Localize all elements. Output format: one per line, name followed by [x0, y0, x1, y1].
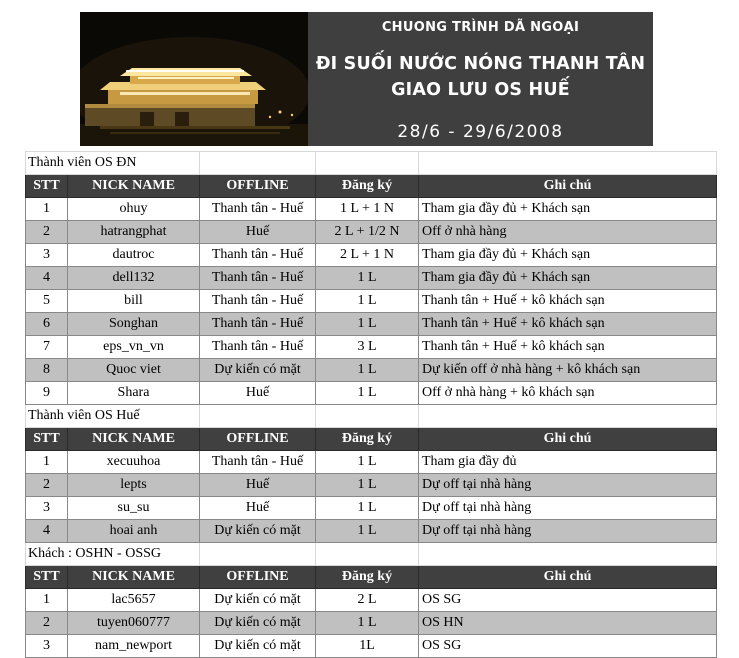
nickname-cell: hatrangphat — [68, 221, 200, 244]
register-cell: 2 L + 1/2 N — [316, 221, 419, 244]
nickname-cell: hoai anh — [68, 520, 200, 543]
table-row — [26, 359, 717, 382]
register-cell: 1 L — [316, 520, 419, 543]
empty-cell — [316, 405, 419, 428]
table-row — [26, 290, 717, 313]
column-header-offline: OFFLINE — [200, 428, 316, 451]
table-row — [26, 497, 717, 520]
nickname-cell: xecuuhoa — [68, 451, 200, 474]
register-cell: 1 L — [316, 451, 419, 474]
note-cell: Tham gia đầy đủ + Khách sạn — [419, 198, 717, 221]
section-title: Khách : OSHN - OSSG — [26, 543, 200, 566]
column-header-note: Ghi chú — [419, 175, 717, 198]
section-title-row — [26, 543, 717, 566]
section-title: Thành viên OS Huế — [26, 405, 200, 428]
column-header-note: Ghi chú — [419, 428, 717, 451]
table-row — [26, 451, 717, 474]
offline-cell: Thanh tân - Huế — [200, 198, 316, 221]
column-header-stt: STT — [26, 566, 68, 589]
stt-cell: 7 — [26, 336, 68, 359]
empty-cell — [419, 405, 717, 428]
column-header-nick: NICK NAME — [68, 566, 200, 589]
stt-cell: 3 — [26, 244, 68, 267]
empty-cell — [419, 152, 717, 175]
note-cell: Tham gia đầy đủ + Khách sạn — [419, 244, 717, 267]
table-row — [26, 612, 717, 635]
column-header-register: Đăng ký — [316, 566, 419, 589]
stt-cell: 2 — [26, 474, 68, 497]
table-row — [26, 221, 717, 244]
nickname-cell: su_su — [68, 497, 200, 520]
banner-text-panel — [308, 12, 653, 146]
empty-cell — [419, 543, 717, 566]
registration-table — [25, 151, 717, 658]
event-banner — [80, 12, 653, 146]
offline-cell: Thanh tân - Huế — [200, 244, 316, 267]
column-header-stt: STT — [26, 175, 68, 198]
empty-cell — [200, 405, 316, 428]
table-row — [26, 520, 717, 543]
column-header-row — [26, 566, 717, 589]
stt-cell: 9 — [26, 382, 68, 405]
nickname-cell: dell132 — [68, 267, 200, 290]
register-cell: 1 L — [316, 267, 419, 290]
note-cell: Thanh tân + Huế + kô khách sạn — [419, 336, 717, 359]
nickname-cell: tuyen060777 — [68, 612, 200, 635]
nickname-cell: Quoc viet — [68, 359, 200, 382]
nickname-cell: lepts — [68, 474, 200, 497]
empty-cell — [316, 543, 419, 566]
stt-cell: 4 — [26, 267, 68, 290]
table-row — [26, 198, 717, 221]
offline-cell: Huế — [200, 497, 316, 520]
stt-cell: 1 — [26, 589, 68, 612]
offline-cell: Thanh tân - Huế — [200, 313, 316, 336]
empty-cell — [316, 152, 419, 175]
column-header-offline: OFFLINE — [200, 566, 316, 589]
register-cell: 1 L — [316, 612, 419, 635]
offline-cell: Dự kiến có mặt — [200, 359, 316, 382]
stt-cell: 5 — [26, 290, 68, 313]
note-cell: Tham gia đầy đủ + Khách sạn — [419, 267, 717, 290]
banner-subtitle: CHUONG TRÌNH DÃ NGOẠI — [381, 20, 580, 35]
section-title: Thành viên OS ĐN — [26, 152, 200, 175]
register-cell: 1 L + 1 N — [316, 198, 419, 221]
column-header-note: Ghi chú — [419, 566, 717, 589]
note-cell: OS HN — [419, 612, 717, 635]
nickname-cell: nam_newport — [68, 635, 200, 658]
register-cell: 1 L — [316, 497, 419, 520]
note-cell: OS SG — [419, 635, 717, 658]
column-header-nick: NICK NAME — [68, 175, 200, 198]
banner-title-line1: ĐI SUỐI NƯỚC NÓNG THANH TÂN — [315, 54, 646, 74]
offline-cell: Dự kiến có mặt — [200, 635, 316, 658]
banner-dates: 28/6 - 29/6/2008 — [397, 122, 564, 142]
offline-cell: Thanh tân - Huế — [200, 336, 316, 359]
column-header-register: Đăng ký — [316, 175, 419, 198]
note-cell: Off ở nhà hàng — [419, 221, 717, 244]
table-row — [26, 267, 717, 290]
note-cell: Thanh tân + Huế + kô khách sạn — [419, 313, 717, 336]
table-row — [26, 244, 717, 267]
night-citadel-photo — [80, 12, 308, 146]
offline-cell: Huế — [200, 382, 316, 405]
register-cell: 3 L — [316, 336, 419, 359]
offline-cell: Dự kiến có mặt — [200, 520, 316, 543]
table-row — [26, 474, 717, 497]
stt-cell: 3 — [26, 635, 68, 658]
column-header-row — [26, 428, 717, 451]
stt-cell: 2 — [26, 221, 68, 244]
offline-cell: Thanh tân - Huế — [200, 290, 316, 313]
note-cell: Off ở nhà hàng + kô khách sạn — [419, 382, 717, 405]
empty-cell — [200, 152, 316, 175]
column-header-row — [26, 175, 717, 198]
stt-cell: 3 — [26, 497, 68, 520]
table-row — [26, 382, 717, 405]
nickname-cell: Shara — [68, 382, 200, 405]
table-row — [26, 313, 717, 336]
register-cell: 2 L + 1 N — [316, 244, 419, 267]
offline-cell: Huế — [200, 474, 316, 497]
nickname-cell: eps_vn_vn — [68, 336, 200, 359]
nickname-cell: Songhan — [68, 313, 200, 336]
stt-cell: 8 — [26, 359, 68, 382]
nickname-cell: lac5657 — [68, 589, 200, 612]
note-cell: Thanh tân + Huế + kô khách sạn — [419, 290, 717, 313]
stt-cell: 6 — [26, 313, 68, 336]
register-cell: 1 L — [316, 313, 419, 336]
column-header-offline: OFFLINE — [200, 175, 316, 198]
column-header-stt: STT — [26, 428, 68, 451]
register-cell: 1 L — [316, 290, 419, 313]
note-cell: OS SG — [419, 589, 717, 612]
register-cell: 1 L — [316, 474, 419, 497]
register-cell: 1 L — [316, 382, 419, 405]
stt-cell: 2 — [26, 612, 68, 635]
nickname-cell: dautroc — [68, 244, 200, 267]
section-title-row — [26, 405, 717, 428]
nickname-cell: bill — [68, 290, 200, 313]
stt-cell: 4 — [26, 520, 68, 543]
column-header-register: Đăng ký — [316, 428, 419, 451]
table-row — [26, 336, 717, 359]
note-cell: Dự off tại nhà hàng — [419, 497, 717, 520]
offline-cell: Dự kiến có mặt — [200, 589, 316, 612]
register-cell: 2 L — [316, 589, 419, 612]
column-header-nick: NICK NAME — [68, 428, 200, 451]
nickname-cell: ohuy — [68, 198, 200, 221]
register-cell: 1L — [316, 635, 419, 658]
empty-cell — [200, 543, 316, 566]
stt-cell: 1 — [26, 451, 68, 474]
offline-cell: Huế — [200, 221, 316, 244]
table-row — [26, 589, 717, 612]
register-cell: 1 L — [316, 359, 419, 382]
note-cell: Dự off tại nhà hàng — [419, 474, 717, 497]
offline-cell: Dự kiến có mặt — [200, 612, 316, 635]
section-title-row — [26, 152, 717, 175]
note-cell: Dự off tại nhà hàng — [419, 520, 717, 543]
stt-cell: 1 — [26, 198, 68, 221]
note-cell: Tham gia đầy đủ — [419, 451, 717, 474]
banner-title-line2: GIAO LƯU OS HUẾ — [391, 80, 570, 100]
offline-cell: Thanh tân - Huế — [200, 451, 316, 474]
offline-cell: Thanh tân - Huế — [200, 267, 316, 290]
note-cell: Dự kiến off ở nhà hàng + kô khách sạn — [419, 359, 717, 382]
table-row — [26, 635, 717, 658]
